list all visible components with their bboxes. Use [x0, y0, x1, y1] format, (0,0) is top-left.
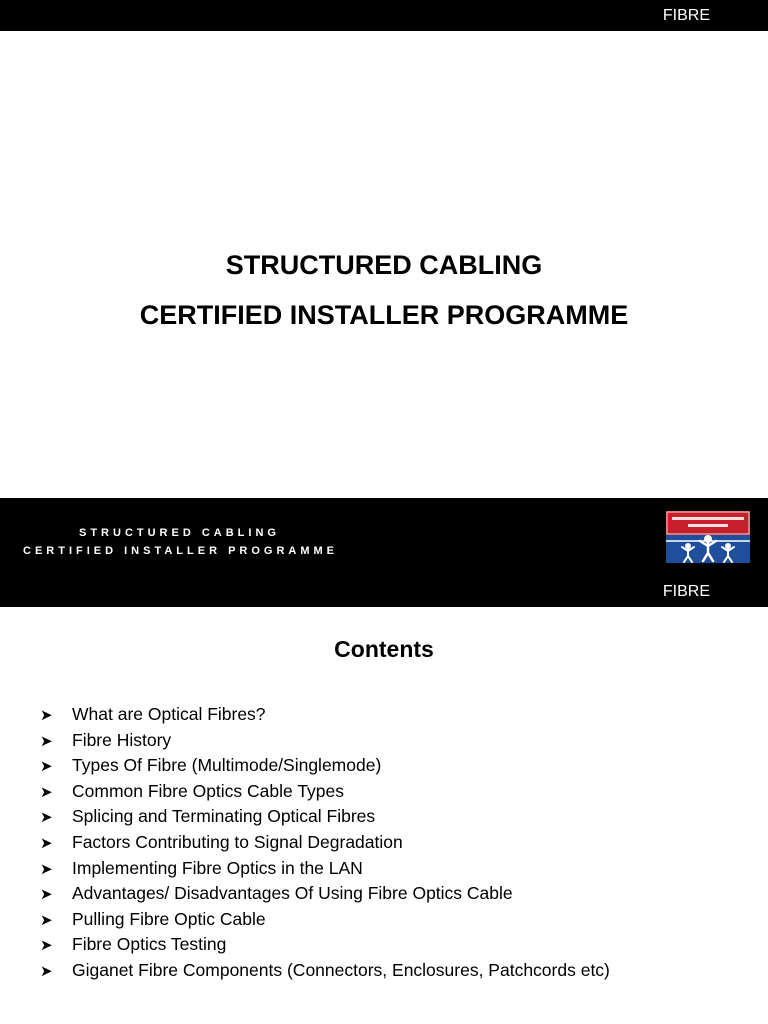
arrow-bullet-icon: ➤: [40, 886, 53, 904]
arrow-bullet-icon: ➤: [40, 707, 53, 724]
footer-band: [0, 498, 768, 607]
logo-figures-icon: [666, 511, 750, 563]
contents-item-label: What are Optical Fibres?: [72, 704, 266, 724]
contents-heading: Contents: [334, 636, 434, 662]
arrow-bullet-icon: ➤: [40, 834, 53, 852]
contents-list-item: [40, 753, 610, 779]
slide-title: [0, 240, 768, 340]
title-line-2: CERTIFIED INSTALLER PROGRAMME: [139, 300, 629, 330]
arrow-bullet-icon: ➤: [40, 911, 53, 929]
arrow-bullet-icon: ➤: [40, 860, 53, 878]
arrow-bullet-icon: ➤: [40, 783, 53, 801]
band-fibre-tag: FIBRE: [662, 583, 710, 600]
contents-list-item: [40, 932, 610, 958]
title-line-1: STRUCTURED CABLING: [225, 250, 543, 280]
band-subtitle-line-1: STRUCTURED CABLING: [79, 527, 280, 539]
contents-list-item: [40, 881, 610, 907]
contents-item-label: Common Fibre Optics Cable Types: [72, 780, 345, 801]
arrow-bullet-icon: ➤: [40, 962, 53, 980]
band-subtitle-line-2: CERTIFIED INSTALLER PROGRAMME: [23, 545, 339, 557]
arrow-bullet-icon: ➤: [40, 937, 53, 955]
contents-list-item: [40, 856, 610, 882]
contents-item-label: Implementing Fibre Optics in the LAN: [72, 857, 363, 878]
contents-list: [40, 702, 610, 984]
contents-list-item: [40, 702, 610, 728]
contents-item-label: Advantages/ Disadvantages Of Using Fibre Optics Cable: [72, 883, 513, 904]
arrow-bullet-icon: ➤: [40, 809, 53, 827]
contents-item-label: Splicing and Terminating Optical Fibres: [72, 806, 376, 827]
top-header-bar: [0, 0, 768, 31]
contents-list-item: [40, 779, 610, 805]
contents-item-label: Fibre Optics Testing: [72, 934, 227, 955]
contents-list-item: [40, 728, 610, 754]
contents-list-item: [40, 907, 610, 933]
contents-list-item: [40, 830, 610, 856]
contents-item-label: Pulling Fibre Optic Cable: [72, 908, 266, 929]
contents-list-item: [40, 958, 610, 984]
contents-item-label: Factors Contributing to Signal Degradation: [72, 831, 403, 852]
arrow-bullet-icon: ➤: [40, 758, 53, 776]
contents-item-label: Giganet Fibre Components (Connectors, Enclosures, Patchcords etc): [72, 959, 610, 980]
contents-list-item: [40, 804, 610, 830]
contents-item-label: Types Of Fibre (Multimode/Singlemode): [72, 755, 382, 776]
computer-learning-centre-logo: [666, 511, 750, 563]
header-fibre-tag: FIBRE: [662, 7, 710, 24]
arrow-bullet-icon: ➤: [40, 732, 53, 750]
contents-item-label: Fibre History: [72, 729, 172, 750]
